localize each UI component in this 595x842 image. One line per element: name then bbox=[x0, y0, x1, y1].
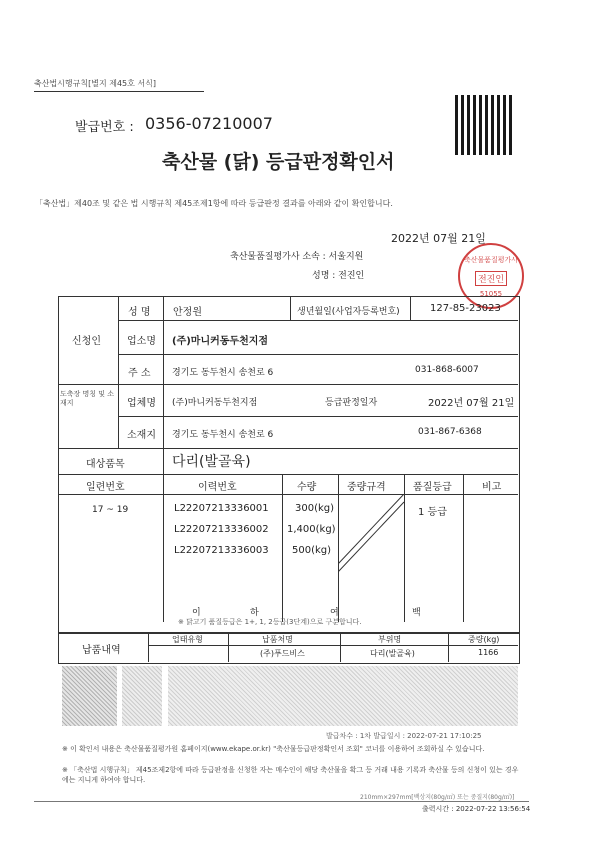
paper-spec: 210mm×297mm[백상지(80g/㎡) 또는 중질지(80g/㎡)] bbox=[360, 794, 515, 801]
blank-mark-2: 하 bbox=[250, 608, 259, 618]
delivery-dest: (주)푸드비스 bbox=[260, 649, 305, 658]
item-value: 다리(발골육) bbox=[172, 454, 251, 470]
slaughter-company-value: (주)마니커동두천지점 bbox=[172, 398, 258, 408]
applicant-section-label: 신청인 bbox=[72, 336, 101, 347]
barcode-image-1 bbox=[62, 666, 117, 726]
blank-mark-4: 백 bbox=[412, 608, 421, 618]
birth-value: 127-85-23023 bbox=[430, 303, 501, 314]
company-label: 업소명 bbox=[127, 336, 156, 347]
seal-line1: 축산물품질평가사 bbox=[463, 256, 519, 264]
seal-line3: 51055 bbox=[479, 290, 503, 298]
birth-label: 생년월일(사업자등록번호) bbox=[297, 307, 400, 317]
header-weight: 중량규격 bbox=[347, 482, 386, 493]
trace-2: L22207213336002 bbox=[174, 524, 269, 535]
delivery-part: 다리(발골육) bbox=[370, 649, 415, 658]
qr-code bbox=[455, 95, 515, 155]
intro-text: 「축산법」제40조 및 같은 법 시행규칙 제45조제1항에 따라 등급판정 결과를 아래와 같이 확인합니다. bbox=[35, 199, 393, 208]
seal-line2: 전진인 bbox=[475, 271, 507, 286]
blank-strike bbox=[338, 494, 404, 622]
output-time: 출력시간 : 2022-07-22 13:56:54 bbox=[422, 805, 531, 813]
address-value: 경기도 동두천시 송천로 6 bbox=[172, 368, 274, 378]
document-title: 축산물 (닭) 등급판정확인서 bbox=[162, 151, 395, 173]
barcode-image-2 bbox=[122, 666, 162, 726]
slaughter-section-label: 도축장 명칭 및 소재지 bbox=[60, 390, 115, 407]
slaughter-company-label: 업체명 bbox=[127, 398, 156, 409]
delivery-header-dest: 납품처명 bbox=[262, 635, 293, 644]
applicant-phone: 031-868-6007 bbox=[415, 365, 479, 375]
trace-3: L22207213336003 bbox=[174, 545, 269, 556]
qty-2: 1,400(kg) bbox=[287, 524, 336, 535]
delivery-header-part: 부위명 bbox=[378, 635, 402, 644]
location-label: 소재지 bbox=[127, 430, 156, 441]
name-label: 성 명 bbox=[128, 307, 151, 318]
location-value: 경기도 동두천시 송천로 6 bbox=[172, 430, 274, 440]
issue-date: 2022년 07월 21일 bbox=[391, 232, 486, 245]
trace-1: L22207213336001 bbox=[174, 503, 269, 514]
delivery-label: 납품내역 bbox=[82, 645, 121, 656]
evaluator-org: 축산물품질평가사 소속 : 서울지원 bbox=[230, 252, 364, 262]
grade-value: 1 등급 bbox=[418, 507, 447, 518]
delivery-header-type: 업태유형 bbox=[172, 635, 203, 644]
delivery-weight: 1166 bbox=[478, 648, 499, 657]
evaluator-name: 성명 : 전진인 bbox=[312, 271, 365, 281]
item-label: 대상품목 bbox=[86, 459, 125, 470]
qty-1: 300(kg) bbox=[295, 503, 335, 514]
blank-mark-1: 이 bbox=[192, 608, 201, 618]
issue-label: 발급번호 : bbox=[75, 120, 134, 135]
grading-date-value: 2022년 07월 21일 bbox=[428, 398, 515, 409]
name-value: 안정원 bbox=[173, 307, 202, 318]
address-label: 주 소 bbox=[128, 368, 151, 379]
issue-number: 0356-07210007 bbox=[145, 114, 273, 133]
qty-3: 500(kg) bbox=[292, 545, 332, 556]
header-grade: 품질등급 bbox=[413, 482, 452, 493]
header-trace: 이력번호 bbox=[198, 482, 237, 493]
form-reference: 축산법시행규칙[별지 제45호 서식] bbox=[34, 79, 156, 88]
header-qty: 수량 bbox=[297, 482, 317, 493]
company-value: (주)마니커동두천지점 bbox=[172, 336, 269, 347]
slaughter-phone: 031-867-6368 bbox=[418, 427, 482, 437]
footnote-2: ※ 「축산법 시행규칙」 제45조제2항에 따라 등급판정을 신청한 자는 매수인이 해당 축산물을 확그 등 거래 내용 기록과 축산물 등의 신청이 있는 경우에는 지니게 하여야 합니다. bbox=[62, 766, 519, 784]
delivery-header-weight: 중량(kg) bbox=[468, 635, 500, 644]
serial-value: 17 ~ 19 bbox=[92, 505, 129, 515]
header-note: 비고 bbox=[482, 482, 502, 493]
grade-note: ※ 닭고기 품질등급은 1+, 1, 2등급(3단계)으로 구분합니다. bbox=[178, 618, 362, 626]
print-info: 발급차수 : 1차 발급일시 : 2022-07-21 17:10:25 bbox=[326, 732, 482, 740]
grading-date-label: 등급판정일자 bbox=[325, 398, 378, 408]
header-serial: 일련번호 bbox=[86, 482, 125, 493]
blank-mark-3: 여 bbox=[330, 608, 339, 618]
footnote-1: ※ 이 확인서 내용은 축산물품질평가원 홈페이지(www.ekape.or.kr) "축산물등급판정확인서 조회" 코너를 이용하여 조회하실 수 있습니다. bbox=[62, 745, 485, 753]
redacted-area bbox=[168, 666, 518, 726]
